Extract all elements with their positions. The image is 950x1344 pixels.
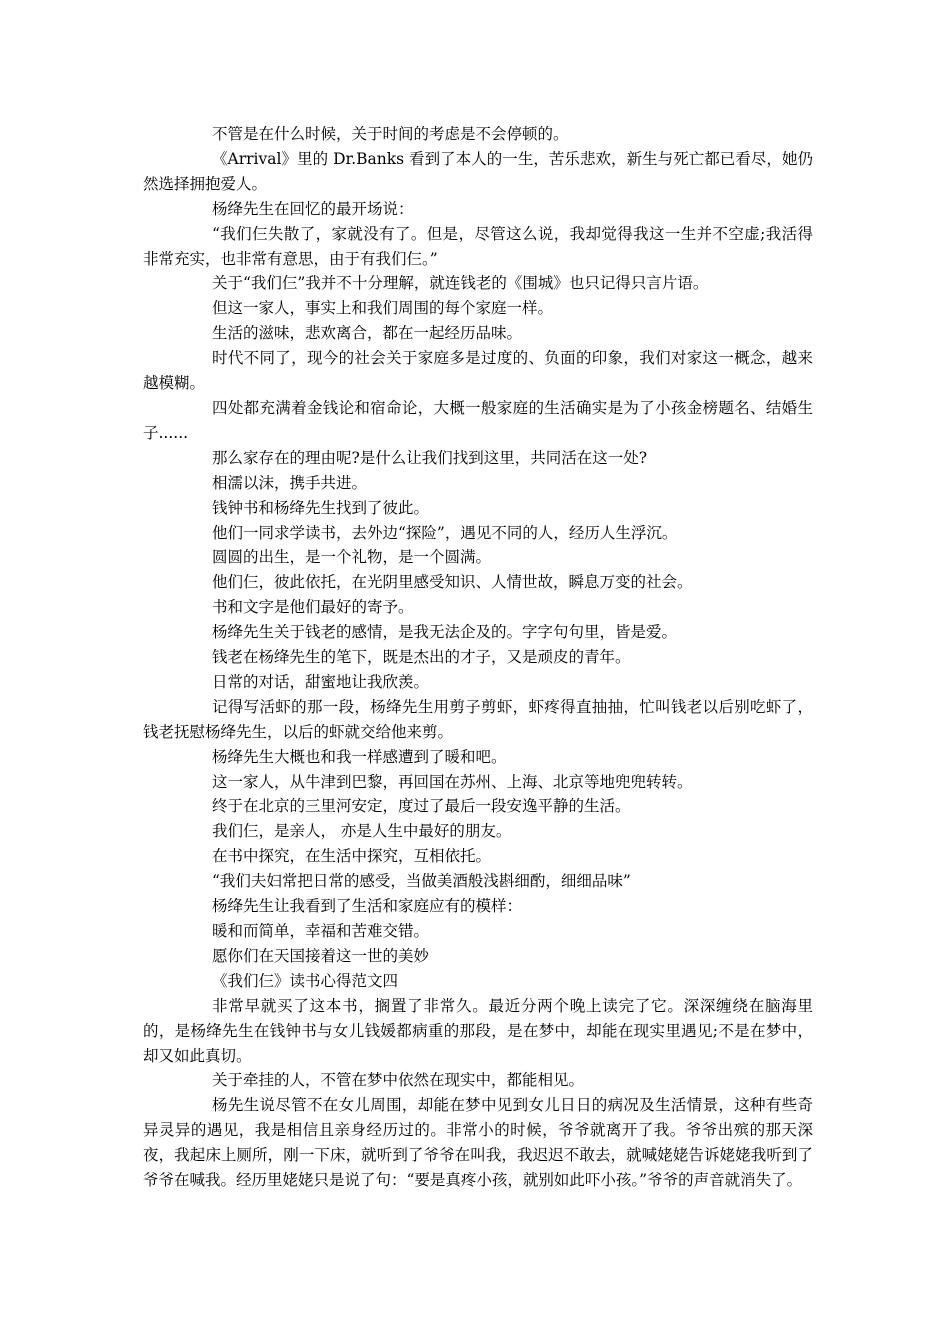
paragraph: 这一家人，从牛津到巴黎，再回国在苏州、上海、北京等地兜兜转转。 [212,772,693,791]
paragraph: 相濡以沫，携手共进。 [212,473,368,492]
paragraph: 但这一家人，事实上和我们周围的每个家庭一样。 [212,299,554,318]
paragraph: 非常早就买了这本书，搁置了非常久。最近分两个晚上读完了它。深深缠绕在脑海里的，是杨绛先生在钱钟书与女儿钱媛都病重的那段，是在梦中，却能在现实里遇见;不是在梦中，却又如此真切。 [143,996,813,1065]
paragraph: 钱钟书和杨绛先生找到了彼此。 [212,498,430,517]
paragraph: 他们仨，彼此依托，在光阴里感受知识、人情世故，瞬息万变的社会。 [212,573,693,592]
paragraph: 日常的对话，甜蜜地让我欣羡。 [212,672,430,691]
paragraph: 终于在北京的三里河安定，度过了最后一段安逸平静的生活。 [212,797,631,816]
paragraph: 关于牵挂的人，不管在梦中依然在现实中，都能相见。 [212,1071,585,1090]
paragraph: 不管是在什么时候，关于时间的考虑是不会停顿的。 [212,125,569,143]
paragraph: 圆圆的出生，是一个礼物，是一个圆满。 [212,548,492,567]
document-body [143,122,813,1193]
paragraph: “我们仨失散了，家就没有了。但是，尽管这么说，我却觉得我这一生并不空虚;我活得非常充实，也非常有意思，由于有我们仨。” [143,224,813,268]
paragraph: 我们仨，是亲人， 亦是人生中最好的朋友。 [212,822,512,841]
section-heading: 《我们仨》读书心得范文四 [212,971,399,990]
paragraph: 他们一同求学读书，去外边“探险”，遇见不同的人，经历人生浮沉。 [212,523,678,542]
paragraph: 杨先生说尽管不在女儿周围，却能在梦中见到女儿日日的病况及生活情景，这种有些奇异灵异的遇见，我是相信且亲身经历过的。非常小的时候，爷爷就离开了我。爷爷出殡的那天深夜，我起床上厕所，刚一下床，就听到了爷爷在叫我，我迟迟不敢去，就喊姥姥告诉姥姥我听到了爷爷在喊我。经历里姥姥只是说了句：“要是真疼小孩，就别如此吓小孩。”爷爷的声音就消失了。 [143,1096,813,1190]
paragraph: 记得写活虾的那一段，杨绛先生用剪子剪虾，虾疼得直抽抽，忙叫钱老以后别吃虾了，钱老抚慰杨绛先生，以后的虾就交给他来剪。 [143,697,813,741]
paragraph: 《Arrival》里的 Dr.Banks 看到了本人的一生，苦乐悲欢，新生与死亡都已看尽，她仍然选择拥抱爱人。 [143,149,813,193]
paragraph: 钱老在杨绛先生的笔下，既是杰出的才子，又是顽皮的青年。 [212,648,631,667]
paragraph: “我们夫妇常把日常的感受，当做美酒般浅斟细酌，细细品味” [212,872,631,891]
paragraph: 暖和而简单，幸福和苦难交错。 [212,922,430,940]
paragraph: 在书中探究，在生活中探究，互相依托。 [212,847,492,866]
paragraph: 生活的滋味，悲欢离合，都在一起经历品味。 [212,324,523,343]
paragraph: 愿你们在天国接着这一世的美妙 [212,946,430,965]
paragraph: 杨绛先生关于钱老的感情，是我无法企及的。字字句句里，皆是爱。 [212,623,678,642]
paragraph: 杨绛先生在回忆的最开场说： [212,199,414,218]
paragraph: 时代不同了，现今的社会关于家庭多是过度的、负面的印象，我们对家这一概念，越来越模糊。 [143,349,813,393]
paragraph: 杨绛先生大概也和我一样感遭到了暖和吧。 [212,747,507,766]
paragraph: 杨绛先生让我看到了生活和家庭应有的模样： [212,897,523,916]
paragraph: 书和文字是他们最好的寄予。 [212,598,414,617]
paragraph: 那么家存在的理由呢?是什么让我们找到这里，共同活在这一处? [212,448,648,467]
paragraph: 四处都充满着金钱论和宿命论，大概一般家庭的生活确实是为了小孩金榜题名、结婚生子...... [143,398,813,442]
paragraph: 关于“我们仨”我并不十分理解，就连钱老的《围城》也只记得只言片语。 [212,274,709,293]
